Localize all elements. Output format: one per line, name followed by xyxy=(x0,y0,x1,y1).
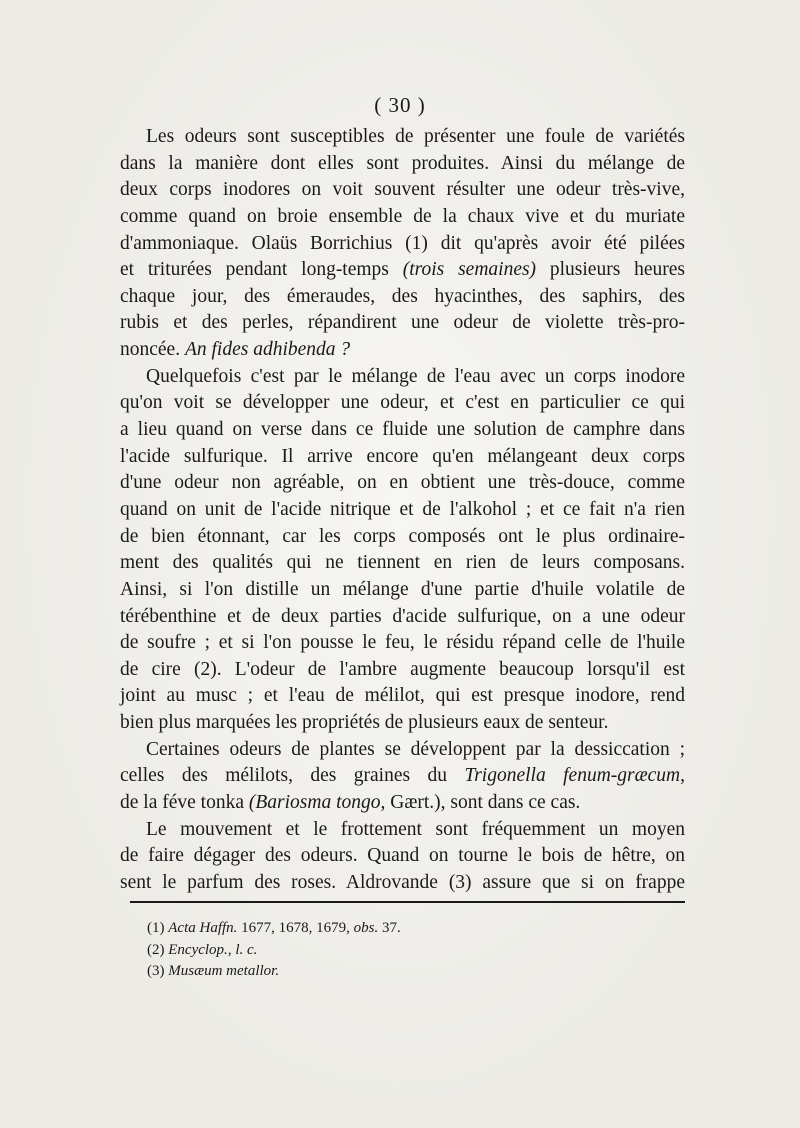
text-line: l'acide sulfurique. Il arrive encore qu'en mélangeant deux corps xyxy=(120,445,685,467)
text-line: de cire (2). L'odeur de l'ambre augmente beaucoup lorsqu'il est xyxy=(120,658,685,680)
text-line: bien plus marquées les propriétés de plusieurs eaux de senteur. xyxy=(120,712,609,734)
footnote-rule xyxy=(130,901,685,903)
text-line: Quelquefois c'est par le mélange de l'eau avec un corps inodore xyxy=(146,365,685,387)
text-line: chaque jour, des émeraudes, des hyacinthes, des saphirs, des xyxy=(120,285,685,307)
text-line: d'une odeur non agréable, on en obtient une très-douce, comme xyxy=(120,472,685,494)
text-line: quand on unit de l'acide nitrique et de l'alkohol ; et ce fait n'a rien xyxy=(120,498,685,520)
footnotes xyxy=(147,918,667,983)
text-line: de faire dégager des odeurs. Quand on tourne le bois de hêtre, on xyxy=(120,845,685,867)
text-line: Certaines odeurs de plantes se développent par la dessiccation ; xyxy=(146,738,685,760)
text-line: joint au musc ; et l'eau de mélilot, qui est presque inodore, rend xyxy=(120,685,685,707)
text-line: d'ammoniaque. Olaüs Borrichius (1) dit qu'après avoir été pilées xyxy=(120,232,685,254)
text-line: qu'on voit se développer une odeur, et c'est en particulier ce qui xyxy=(120,392,685,414)
footnote: (2) Encyclop., l. c. xyxy=(147,941,258,958)
text-line: noncée. An fides adhibenda ? xyxy=(120,339,351,361)
text-line: rubis et des perles, répandirent une odeur de violette très-pro- xyxy=(120,312,685,334)
text-line: de soufre ; et si l'on pousse le feu, le résidu répand celle de l'huile xyxy=(120,632,685,654)
text-line: a lieu quand on verse dans ce fluide une solution de camphre dans xyxy=(120,419,685,441)
footnote: (1) Acta Haffn. 1677, 1678, 1679, obs. 37. xyxy=(147,920,401,936)
page-number: ( 30 ) xyxy=(374,93,426,117)
text-line: Ainsi, si l'on distille un mélange d'une partie d'huile volatile de xyxy=(120,578,685,600)
text-line: celles des mélilots, des graines du Trigonella fenum-græcum, xyxy=(120,765,685,787)
text-line: térébenthine et de deux parties d'acide sulfurique, on a une odeur xyxy=(120,605,685,627)
text-line: sent le parfum des roses. Aldrovande (3) assure que si on frappe xyxy=(120,871,685,893)
text-line: et triturées pendant long-temps (trois semaines) plusieurs heures xyxy=(120,259,686,281)
text-line: Le mouvement et le frottement sont fréquemment un moyen xyxy=(146,818,685,840)
text-line: ment des qualités qui ne tiennent en rien de leurs composans. xyxy=(120,552,685,574)
text-line: dans la manière dont elles sont produites. Ainsi du mélange de xyxy=(120,152,685,174)
text-line: de la féve tonka (Bariosma tongo, Gært.), sont dans ce cas. xyxy=(120,792,581,814)
text-line: de bien étonnant, car les corps composés ont le plus ordinaire- xyxy=(120,525,685,547)
footnote: (3) Musæum metallor. xyxy=(147,963,280,979)
text-line: comme quand on broie ensemble de la chaux vive et du muriate xyxy=(120,205,685,227)
text-line: deux corps inodores on voit souvent résulter une odeur très-vive, xyxy=(120,179,685,201)
body-text xyxy=(120,124,685,897)
text-line: Les odeurs sont susceptibles de présenter une foule de variétés xyxy=(146,126,685,147)
